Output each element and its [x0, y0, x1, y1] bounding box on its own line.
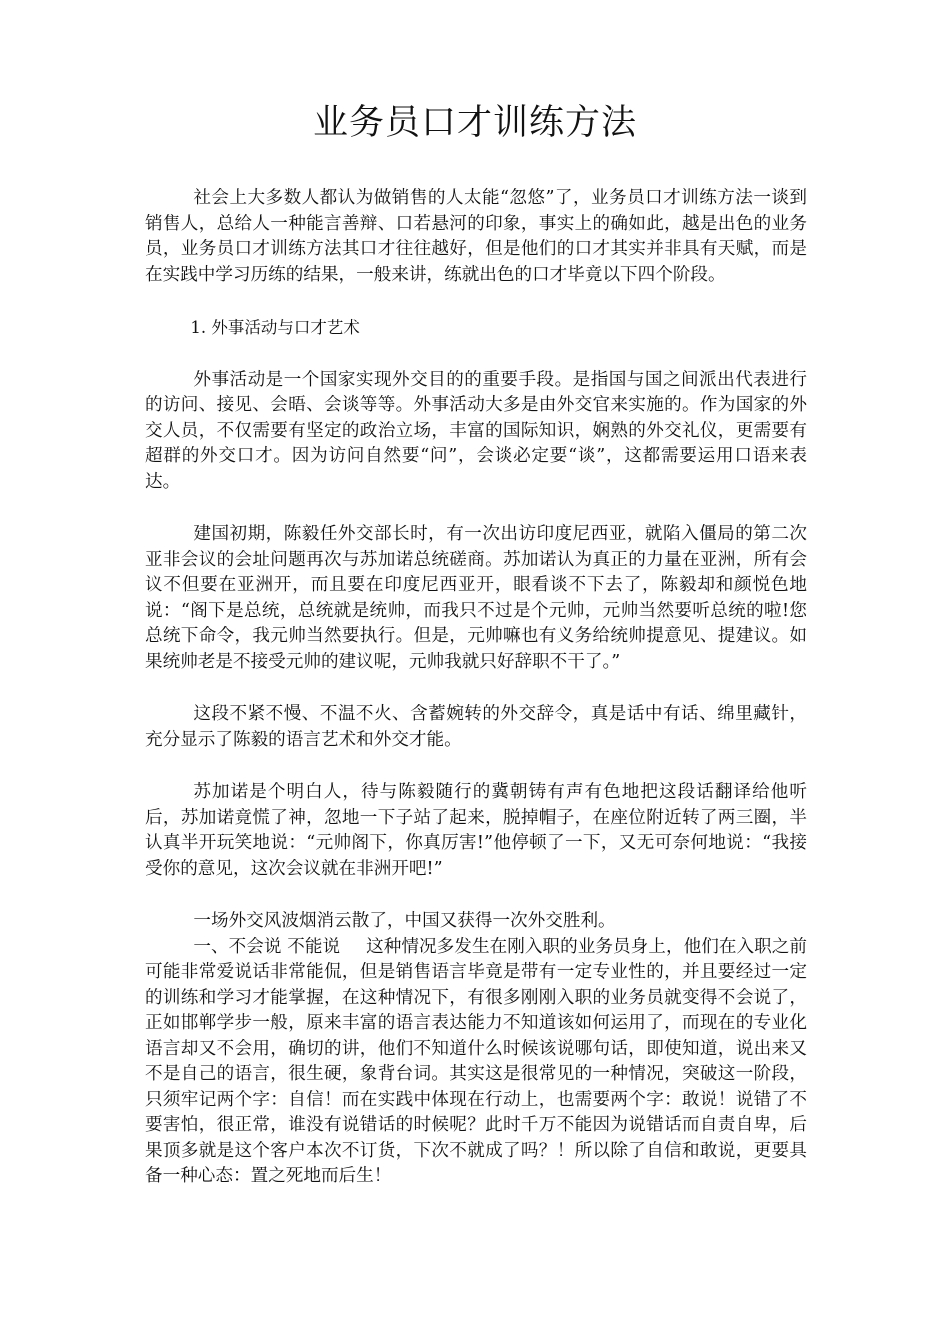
paragraph-spacer: [145, 882, 807, 909]
paragraph-spacer: [145, 341, 807, 368]
paragraph-spacer: [145, 288, 807, 315]
paragraph-commentary: 这段不紧不慢、不温不火、含蓄婉转的外交辞令，真是话中有话、绵里藏针，充分显示了陈毅的语言艺术和外交才能。: [145, 704, 807, 750]
paragraph-diplomacy: 外事活动是一个国家实现外交目的的重要手段。是指国与国之间派出代表进行的访问、接见、会晤、会谈等等。外事活动大多是由外交官来实施的。作为国家的外交人员，不仅需要有坚定的政治立场，丰富的国际知识，娴熟的外交礼仪，更需要有超群的外交口才。因为访问自然要“问”，会谈必定要“谈”，这都需要运用口语来表达。: [145, 369, 807, 492]
stage-one-heading: 一、不会说 不能说: [193, 936, 341, 957]
document-body: [145, 186, 807, 1190]
stage-one-text: 这种情况多发生在刚入职的业务员身上，他们在入职之前可能非常爱说话非常能侃，但是销售语言毕竟是带有一定专业性的，并且要经过一定的训练和学习才能掌握，在这种情况下，有很多刚刚入职的业务员就变得不会说了，正如邯郸学步一般，原来丰富的语言表达能力不知道该如何运用了，而现在的专业化语言却又不会用，确切的讲，他们不知道什么时候该说哪句话，即使知道，说出来又不是自己的语言，很生硬，象背台词。其实这是很常见的一种情况，突破这一阶段，只须牢记两个字：自信！而在实践中体现在行动上，也需要两个字：敢说！说错了不要害怕，很正常，谁没有说错话的时候呢？此时千万不能因为说错话而自责自卑，后果顶多就是这个客户本次不订货，下次不就成了吗？！所以除了自信和敢说，更要具备一种心态：置之死地而后生！: [145, 936, 807, 1186]
paragraph-sukarno: 苏加诺是个明白人，待与陈毅随行的冀朝铸有声有色地把这段话翻译给他听后，苏加诺竟慌了神，忽地一下子站了起来，脱掉帽子，在座位附近转了两三圈，半认真半开玩笑地说：“元帅阁下，你真厉害!”他停顿了一下，又无可奈何地说：“我接受你的意见，这次会议就在非洲开吧!”: [145, 782, 807, 879]
section-heading: 1. 外事活动与口才艺术: [190, 318, 360, 337]
paragraph-victory: 一场外交风波烟消云散了，中国又获得一次外交胜利。: [193, 911, 616, 931]
paragraph-spacer: [145, 753, 807, 780]
paragraph-stage-one: [145, 935, 807, 1190]
paragraph-spacer: [145, 675, 807, 702]
intro-paragraph: 社会上大多数人都认为做销售的人太能“忽悠”了，业务员口才训练方法一谈到销售人，总给人一种能言善辩、口若悬河的印象，事实上的确如此，越是出色的业务员，业务员口才训练方法其口才往往越好，但是他们的口才其实并非具有天赋，而是在实践中学习历练的结果，一般来讲，练就出色的口才毕竟以下四个阶段。: [145, 188, 807, 285]
paragraph-spacer: [145, 495, 807, 522]
paragraph-chen-yi-story: 建国初期，陈毅任外交部长时，有一次出访印度尼西亚，就陷入僵局的第二次亚非会议的会址问题再次与苏加诺总统磋商。苏加诺认为真正的力量在亚洲，所有会议不但要在亚洲开，而且要在印度尼西亚开，眼看谈不下去了，陈毅却和颜悦色地说：“阁下是总统，总统就是统帅，而我只不过是个元帅，元帅当然要听总统的啦!您总统下命令，我元帅当然要执行。但是，元帅嘛也有义务给统帅提意见、提建议。如果统帅老是不接受元帅的建议呢，元帅我就只好辞职不干了。”: [145, 524, 807, 672]
document-title: 业务员口才训练方法: [312, 103, 637, 143]
